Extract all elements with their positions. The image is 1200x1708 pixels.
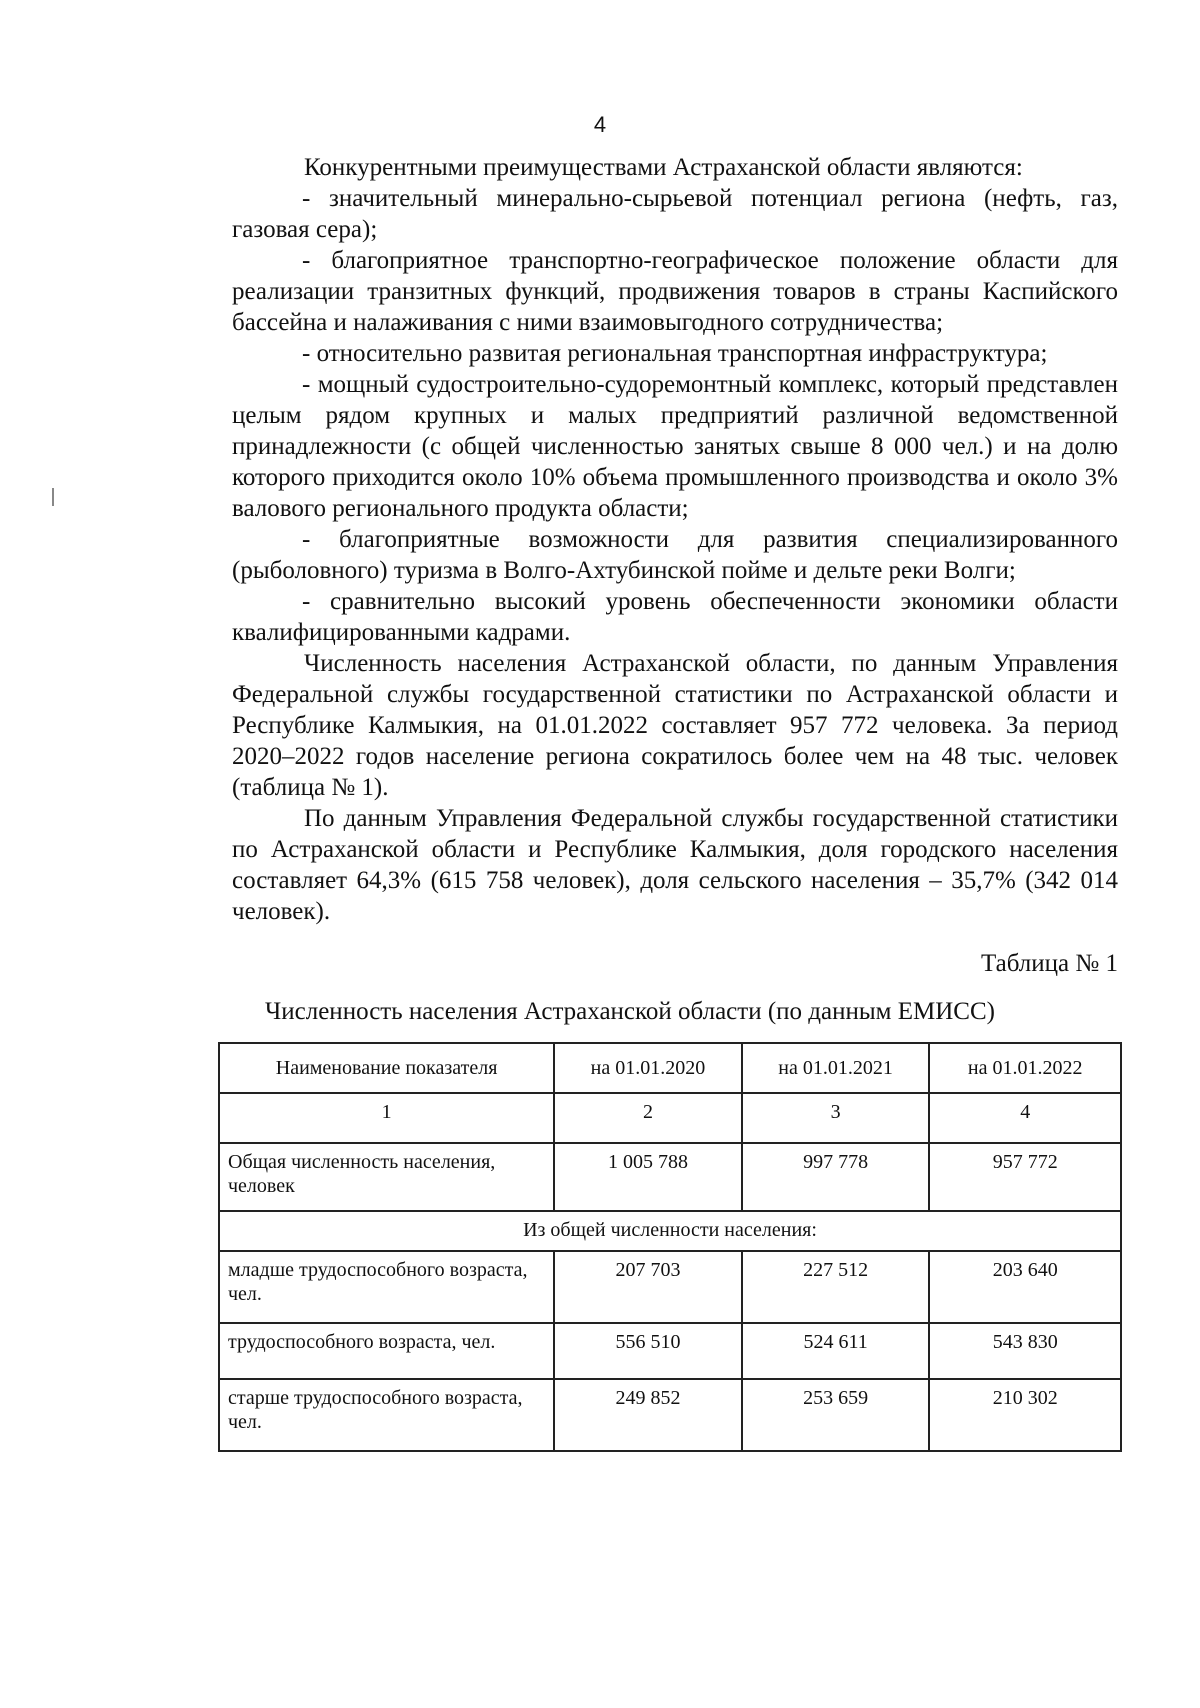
column-index: 3 <box>742 1093 930 1143</box>
row-label: трудоспособного возраста, чел. <box>219 1323 554 1379</box>
cell-value: 253 659 <box>742 1379 930 1451</box>
column-header: на 01.01.2022 <box>929 1043 1121 1093</box>
list-item: - благоприятные возможности для развития специализированного (рыболовного) туризма в Волго-Ахтубинской пойме и дельте реки Волги; <box>232 526 1118 584</box>
paragraph-lead: Конкурентными преимуществами Астраханской области являются: <box>304 154 1023 181</box>
page-number: 4 <box>593 112 607 137</box>
table-row <box>219 1251 1121 1323</box>
cell-value: 210 302 <box>929 1379 1121 1451</box>
row-label: младше трудоспособного возраста, чел. <box>219 1251 554 1323</box>
cell-value: 556 510 <box>554 1323 742 1379</box>
cell-value: 207 703 <box>554 1251 742 1323</box>
body-text <box>232 152 1118 927</box>
list-item: - сравнительно высокий уровень обеспеченности экономики области квалифицированными кадрами. <box>232 588 1118 646</box>
cell-value: 524 611 <box>742 1323 930 1379</box>
table-label: Таблица № 1 <box>980 950 1118 977</box>
list-item: - относительно развитая региональная транспортная инфраструктура; <box>302 340 1048 367</box>
column-header: на 01.01.2020 <box>554 1043 742 1093</box>
table-title: Численность населения Астраханской области (по данным ЕМИСС) <box>265 998 995 1025</box>
cell-value: 249 852 <box>554 1379 742 1451</box>
row-label: старше трудоспособного возраста, чел. <box>219 1379 554 1451</box>
paragraph-population: Численность населения Астраханской области, по данным Управления Федеральной службы государственной статистики по Астраханской области и Республике Калмыкия, на 01.01.2022 составляет 957 772 человека. За период 2020–2022 годов население региона сократилось более чем на 48 тыс. человек (таблица № 1). <box>232 650 1118 801</box>
table-row <box>219 1143 1121 1211</box>
table-row <box>219 1323 1121 1379</box>
table-section-row <box>219 1211 1121 1251</box>
paragraph-urban-rural: По данным Управления Федеральной службы государственной статистики по Астраханской области и Республике Калмыкия, доля городского населения составляет 64,3% (615 758 человек), доля сельского населения – 35,7% (342 014 человек). <box>232 805 1118 925</box>
cell-value: 1 005 788 <box>554 1143 742 1211</box>
column-index: 4 <box>929 1093 1121 1143</box>
section-label: Из общей численности населения: <box>219 1211 1121 1251</box>
cell-value: 543 830 <box>929 1323 1121 1379</box>
column-header: Наименование показателя <box>219 1043 554 1093</box>
list-item: - благоприятное транспортно-географическое положение области для реализации транзитных функций, продвижения товаров в страны Каспийского бассейна и налаживания с ними взаимовыгодного сотрудничества; <box>232 247 1118 336</box>
table-row <box>219 1379 1121 1451</box>
population-table <box>218 1042 1122 1452</box>
table-header-row <box>219 1043 1121 1093</box>
list-item: - значительный минерально-сырьевой потенциал региона (нефть, газ, газовая сера); <box>232 185 1118 243</box>
table-index-row <box>219 1093 1121 1143</box>
cell-value: 203 640 <box>929 1251 1121 1323</box>
cell-value: 227 512 <box>742 1251 930 1323</box>
cell-value: 997 778 <box>742 1143 930 1211</box>
column-index: 2 <box>554 1093 742 1143</box>
column-index: 1 <box>219 1093 554 1143</box>
list-item: - мощный судостроительно-судоремонтный комплекс, который представлен целым рядом крупных и малых предприятий различной ведомственной принадлежности (с общей численностью занятых свыше 8 000 чел.) и на долю которого приходится около 10% объема промышленного производства и около 3% валового регионального продукта области; <box>232 371 1118 522</box>
margin-mark <box>52 488 54 506</box>
column-header: на 01.01.2021 <box>742 1043 930 1093</box>
row-label: Общая численность населения, человек <box>219 1143 554 1211</box>
cell-value: 957 772 <box>929 1143 1121 1211</box>
